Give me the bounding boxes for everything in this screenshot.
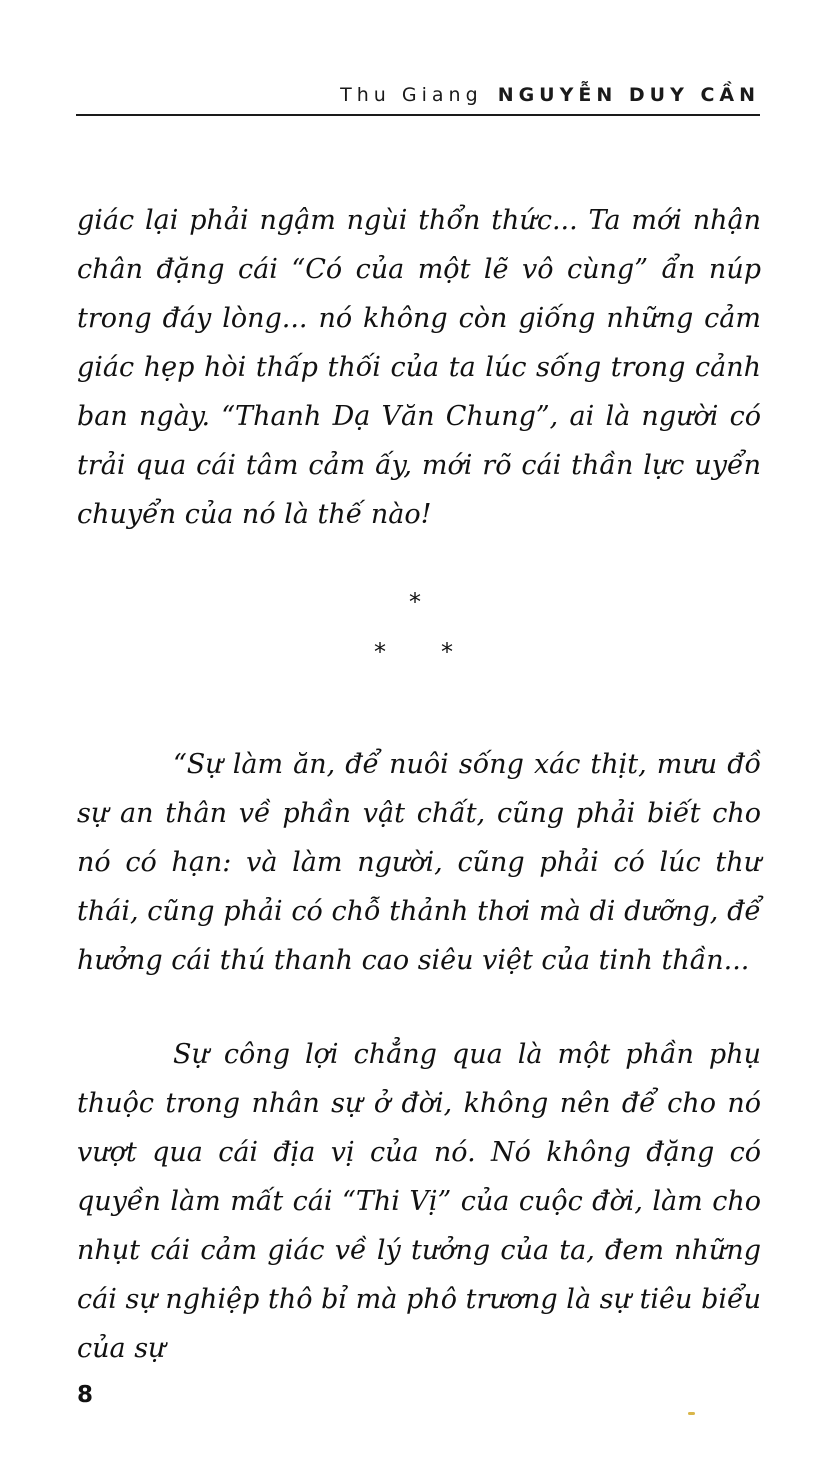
asterism-star-left: *	[374, 638, 386, 666]
paragraph-text: giác lại phải ngậm ngùi thổn thức... Ta mới nhận chân đặng cái “Có của một lẽ vô cùng” ẩn núp trong đáy lòng... nó không còn giống những cảm giác hẹp hòi thấp thối của ta lúc sống trong cảnh ban ngày. “Thanh Dạ Văn Chung”, ai là người có trải qua cái tâm cảm ấy, mới rõ cái thần lực uyển chuyển của nó là thế nào!	[77, 205, 761, 530]
running-header	[340, 84, 760, 106]
body-paragraph	[77, 1030, 761, 1373]
body-paragraph-continued	[77, 196, 761, 539]
asterism-star-top: *	[409, 588, 421, 616]
print-speck	[688, 1412, 695, 1415]
asterism-star-right: *	[441, 638, 453, 666]
page-number: 8	[77, 1382, 94, 1408]
header-author-family: NGUYỄN DUY CẦN	[497, 84, 760, 106]
body-paragraph-quote	[77, 740, 761, 985]
paragraph-text: Sự công lợi chẳng qua là một phần phụ thuộc trong nhân sự ở đời, không nên để cho nó vượt qua cái địa vị của nó. Nó không đặng có quyền làm mất cái “Thi Vị” của cuộc đời, làm cho nhụt cái cảm giác về lý tưởng của ta, đem những cái sự nghiệp thô bỉ mà phô trương là sự tiêu biểu của sự	[77, 1039, 761, 1364]
header-author-given: Thu Giang	[340, 84, 483, 106]
paragraph-text: “Sự làm ăn, để nuôi sống xác thịt, mưu đồ sự an thân về phần vật chất, cũng phải biết cho nó có hạn: và làm người, cũng phải có lúc thư thái, cũng phải có chỗ thảnh thơi mà di dưỡng, để hưởng cái thú thanh cao siêu việt của tinh thần...	[77, 749, 761, 976]
header-rule	[76, 114, 760, 116]
